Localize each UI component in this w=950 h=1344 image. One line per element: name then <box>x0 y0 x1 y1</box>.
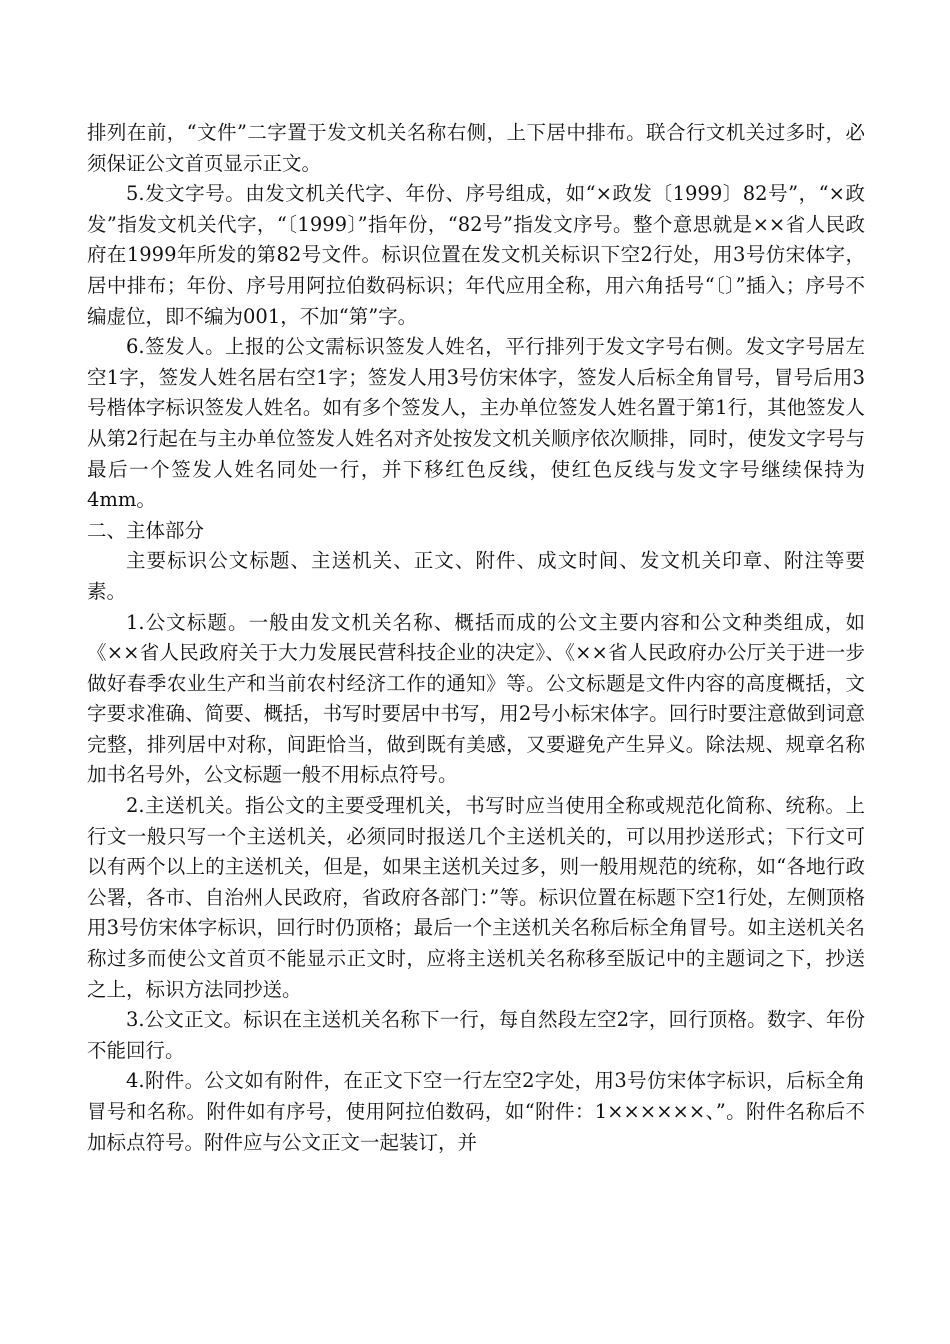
paragraph-title: 1.公文标题。一般由发文机关名称、概括而成的公文主要内容和公文种类组成，如《××省人民政府关于大力发展民营科技企业的决定》、《××省人民政府办公厅关于进一步做好春季农业生产和当前农村经济工作的通知》等。公文标题是文件内容的高度概括，文字要求准确、简要、概括，书写时要居中书写，用2号小标宋体字。回行时要注意做到词意完整，排列居中对称，间距恰当，做到既有美感，又要避免产生异义。除法规、规章名称加书名号外，公文标题一般不用标点符号。 <box>87 610 865 787</box>
paragraph-body-text: 3.公文正文。标识在主送机关名称下一行，每自然段左空2字，回行顶格。数字、年份不能回行。 <box>87 1008 865 1062</box>
paragraph-main-body-intro: 主要标识公文标题、主送机关、正文、附件、成文时间、发文机关印章、附注等要素。 <box>87 549 865 603</box>
paragraph-continuation: 排列在前，“文件”二字置于发文机关名称右侧，上下居中排布。联合行文机关过多时，必须保证公文首页显示正文。 <box>87 121 865 175</box>
paragraph-attachment: 4.附件。公文如有附件，在正文下空一行左空2字处，用3号仿宋体字标识，后标全角冒号和名称。附件如有序号，使用阿拉伯数码，如“附件：1××××××、”。附件名称后不加标点符号。附件应与公文正文一起装订，并 <box>87 1069 865 1154</box>
section-heading-main-body: 二、主体部分 <box>87 518 205 542</box>
paragraph-recipient: 2.主送机关。指公文的主要受理机关，书写时应当使用全称或规范化简称、统称。上行文一般只写一个主送机关，必须同时报送几个主送机关的，可以用抄送形式；下行文可以有两个以上的主送机关，但是，如果主送机关过多，则一般用规范的统称，如“各地行政公署，各市、自治州人民政府，省政府各部门：”等。标识位置在标题下空1行处，左侧顶格用3号仿宋体字标识，回行时仍顶格；最后一个主送机关名称后标全角冒号。如主送机关名称过多而使公文首页不能显示正文时，应将主送机关名称移至版记中的主题词之下，抄送之上，标识方法同抄送。 <box>87 794 865 1001</box>
paragraph-signer: 6.签发人。上报的公文需标识签发人姓名，平行排列于发文字号右侧。发文字号居左空1字，签发人姓名居右空1字；签发人用3号仿宋体字，签发人后标全角冒号，冒号后用3号楷体字标识签发人姓名。如有多个签发人，主办单位签发人姓名置于第1行，其他签发人从第2行起在与主办单位签发人姓名对齐处按发文机关顺序依次顺排，同时，使发文字号与最后一个签发人姓名同处一行，并下移红色反线，使红色反线与发文字号继续保持为4mm。 <box>87 335 865 512</box>
paragraph-document-number: 5.发文字号。由发文机关代字、年份、序号组成，如“×政发〔1999〕82号”，“×政发”指发文机关代字，“〔1999〕”指年份，“82号”指发文序号。整个意思就是××省人民政府在1999年所发的第82号文件。标识位置在发文机关标识下空2行处，用3号仿宋体字，居中排布；年份、序号用阿拉伯数码标识；年代应用全称，用六角括号“〔〕”插入；序号不编虚位，即不编为001，不加“第”字。 <box>87 182 865 328</box>
document-page <box>87 118 865 1158</box>
